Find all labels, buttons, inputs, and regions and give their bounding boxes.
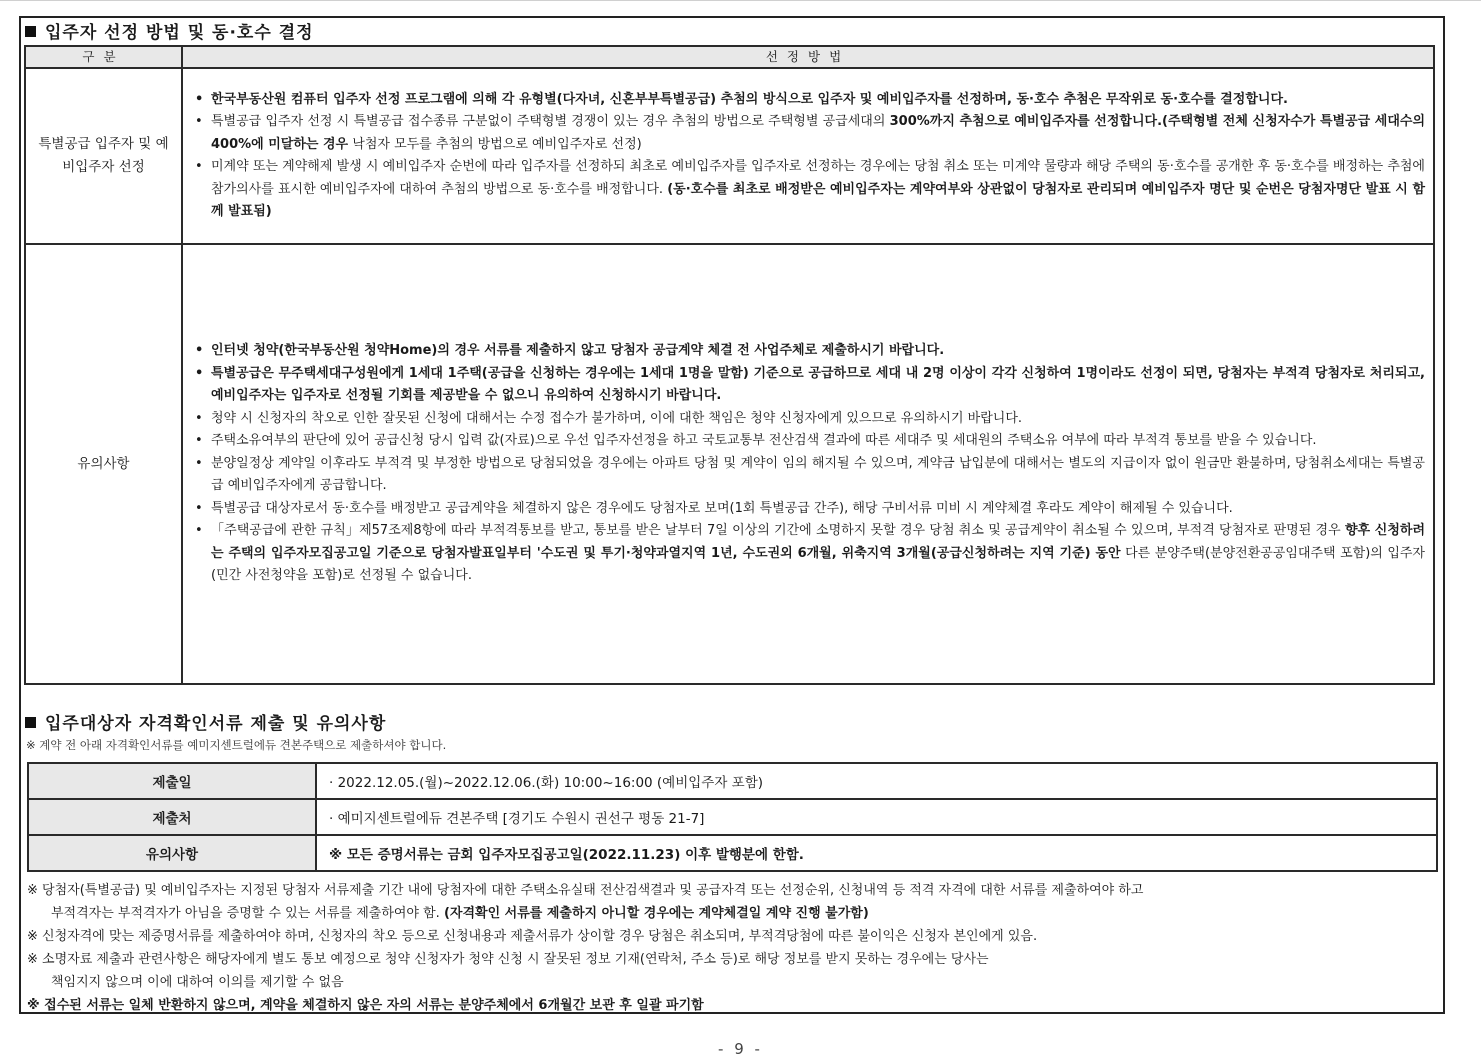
section2-note: ※ 계약 전 아래 자격확인서류를 예미지센트럴에듀 견본주택으로 제출하셔야 합니다.	[26, 738, 447, 752]
page-top-rule	[0, 0, 1481, 1]
table-row-notes	[25, 244, 1434, 684]
page-number: - 9 -	[718, 1040, 763, 1058]
list-item: • 청약 시 신청자의 착오로 인한 잘못된 신청에 대해서는 수정 접수가 불가하며, 이에 대한 책임은 청약 신청자에게 있으므로 유의하시기 바랍니다.	[195, 408, 1425, 431]
table-row	[28, 835, 1437, 871]
table-header-row	[25, 46, 1434, 68]
note-line: ※ 소명자료 제출과 관련사항은 해당자에게 별도 통보 예정으로 청약 신청자가 청약 신청 시 잘못된 정보 기재(연락처, 주소 등)로 해당 정보를 받지 못하는 경우에는 당사는	[27, 952, 989, 967]
note-line: ※ 신청자격에 맞는 제증명서류를 제출하여야 하며, 신청자의 착오 등으로 신청내용과 제출서류가 상이할 경우 당첨은 취소되며, 부적격당첨에 따른 불이익은 신청자 본인에게 있음.	[27, 929, 1038, 944]
list-item: • 특별공급 입주자 선정 시 특별공급 접수종류 구분없이 주택형별 경쟁이 있는 경우 추첨의 방법으로 주택형별 공급세대의 300%까지 추첨으로 예비입주자를 선정합니다.(주택형별 전체 신청자수가 특별공급 세대수의 400%에 미달하는 경우 낙첨자 모두를 추첨의 방법으로 예비입주자로 선정)	[195, 111, 1425, 156]
list-item: • 인터넷 청약(한국부동산원 청약Home)의 경우 서류를 제출하지 않고 당첨자 공급계약 체결 전 사업주체로 제출하시기 바랍니다.	[195, 340, 1425, 363]
submission-date-label: 제출일	[28, 763, 316, 799]
list-item: • 주택소유여부의 판단에 있어 공급신청 당시 입력 값(자료)으로 우선 입주자선정을 하고 국토교통부 전산검색 결과에 따른 세대주 및 세대원의 주택소유 여부에 따라 부적격 통보를 받을 수 있습니다.	[195, 430, 1425, 453]
document-submission-table	[27, 762, 1438, 872]
row-body-notes	[182, 244, 1434, 684]
square-bullet-icon	[25, 717, 36, 728]
note-line: 책임지지 않으며 이에 대하여 이의를 제기할 수 없음	[51, 975, 344, 990]
col-header-method: 선정방법	[182, 46, 1434, 68]
col-header-category: 구분	[25, 46, 182, 68]
caution-value: ※ 모든 증명서류는 금회 입주자모집공고일(2022.11.23) 이후 발행분에 한함.	[316, 835, 1437, 871]
list-item: • 한국부동산원 컴퓨터 입주자 선정 프로그램에 의해 각 유형별(다자녀, 신혼부부특별공급) 추첨의 방식으로 입주자 및 예비입주자를 선정하며, 동·호수 추첨은 무작위로 동·호수를 결정합니다.	[195, 89, 1425, 112]
table-row	[28, 799, 1437, 835]
section2-title: 입주대상자 자격확인서류 제출 및 유의사항	[25, 709, 386, 734]
note-line: ※ 당첨자(특별공급) 및 예비입주자는 지정된 당첨자 서류제출 기간 내에 당첨자에 대한 주택소유실태 전산검색결과 및 공급자격 또는 선정순위, 신청내역 등 적격 자격에 대한 서류를 제출하여야 하고	[27, 883, 1144, 898]
note-line: ※ 접수된 서류는 일체 반환하지 않으며, 계약을 체결하지 않은 자의 서류는 분양주체에서 6개월간 보관 후 일괄 파기함	[27, 998, 704, 1013]
list-item: • 특별공급은 무주택세대구성원에게 1세대 1주택(공급을 신청하는 경우에는 1세대 1명을 말함) 기준으로 공급하므로 세대 내 2명 이상이 각각 신청하여 1명이라도 선정이 되면, 당첨자는 부적격 당첨자로 처리되고, 예비입주자는 입주자로 선정될 기회를 제공받을 수 없으니 유의하여 신청하시기 바랍니다.	[195, 363, 1425, 408]
table-row-special-supply	[25, 68, 1434, 244]
note-line: 부적격자는 부적격자가 아님을 증명할 수 있는 서류를 제출하여야 함. (자격확인 서류를 제출하지 아니할 경우에는 계약체결일 계약 진행 불가함)	[51, 906, 869, 921]
section1-title: 입주자 선정 방법 및 동·호수 결정	[25, 18, 314, 43]
selection-method-table	[24, 45, 1435, 685]
list-item: • 분양일정상 계약일 이후라도 부적격 및 부정한 방법으로 당첨되었을 경우에는 아파트 당첨 및 계약이 임의 해지될 수 있으며, 계약금 납입분에 대해서는 별도의 지급이자 없이 원금만 환불하며, 당첨취소세대는 특별공급 예비입주자에게 공급합니다.	[195, 453, 1425, 498]
caution-label: 유의사항	[28, 835, 316, 871]
submission-place-value: · 예미지센트럴에듀 견본주택 [경기도 수원시 권선구 평동 21-7]	[316, 799, 1437, 835]
list-item: • 미계약 또는 계약해제 발생 시 예비입주자 순번에 따라 입주자를 선정하되 최초로 예비입주자를 입주자로 선정하는 경우에는 당첨 취소 또는 미계약 물량과 해당 주택의 동·호수를 공개한 후 동·호수를 배정하는 추첨에 참가의사를 표시한 예비입주자에 대하여 추첨의 방법으로 동·호수를 배정합니다. (동·호수를 최초로 배정받은 예비입주자는 계약여부와 상관없이 당첨자로 관리되며 예비입주자 명단 및 순번은 당첨자명단 발표 시 함께 발표됨)	[195, 156, 1425, 224]
submission-date-value: · 2022.12.05.(월)~2022.12.06.(화) 10:00~16:00 (예비입주자 포함)	[316, 763, 1437, 799]
submission-place-label: 제출처	[28, 799, 316, 835]
list-item: • 특별공급 대상자로서 동·호수를 배정받고 공급계약을 체결하지 않은 경우에도 당첨자로 보며(1회 특별공급 간주), 해당 구비서류 미비 시 계약체결 후라도 계약이 해제될 수 있습니다.	[195, 498, 1425, 521]
row-label-notes: 유의사항	[25, 244, 182, 684]
submission-notes	[27, 879, 1427, 1017]
list-item: • 「주택공급에 관한 규칙」제57조제8항에 따라 부적격통보를 받고, 통보를 받은 날부터 7일 이상의 기간에 소명하지 못할 경우 당첨 취소 및 공급계약이 취소될 수 있으며, 부적격 당첨자로 판명된 경우 향후 신청하려는 주택의 입주자모집공고일 기준으로 당첨자발표일부터 '수도권 및 투기·청약과열지역 1년, 수도권외 6개월, 위축지역 3개월(공급신청하려는 지역 기준) 동안 다른 분양주택(분양전환공공임대주택 포함)의 입주자(민간 사전청약을 포함)로 선정될 수 없습니다.	[195, 520, 1425, 588]
table-row	[28, 763, 1437, 799]
row-label-special-supply: 특별공급 입주자 및 예비입주자 선정	[25, 68, 182, 244]
row-body-special-supply	[182, 68, 1434, 244]
square-bullet-icon	[25, 26, 36, 37]
